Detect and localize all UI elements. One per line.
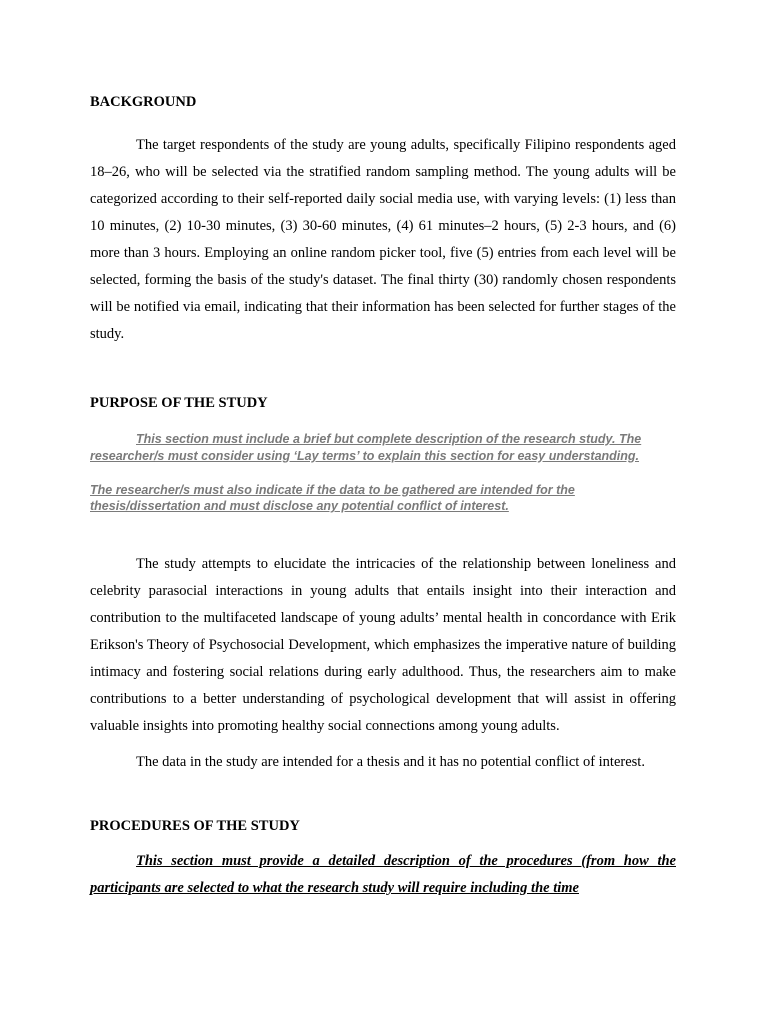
document-body — [90, 92, 676, 902]
purpose-paragraph-2: The data in the study are intended for a thesis and it has no potential conflict of interest. — [136, 754, 645, 771]
procedures-heading: PROCEDURES OF THE STUDY — [90, 818, 300, 835]
purpose-paragraph-1: The study attempts to elucidate the intricacies of the relationship between loneliness and celebrity parasocial interactions in young adults that entails insight into their interaction and contribution to the multifaceted landscape of young adults’ mental health in concordance with Erik Erikson's Theory of Psychosocial Development, which emphasizes the imperative nature of building intimacy and fostering social relations during early adulthood. Thus, the researchers aim to make contributions to a better understanding of psychological development that will assist in offering valuable insights into promoting healthy social connections among young adults. — [90, 556, 676, 735]
purpose-instruction-note-1: This section must include a brief but complete description of the research study. The researcher/s must consider using ‘Lay terms’ to explain this section for easy understanding. — [90, 432, 642, 463]
background-heading: BACKGROUND — [90, 94, 197, 110]
background-paragraph: The target respondents of the study are young adults, specifically Filipino respondents aged 18–26, who will be selected via the stratified random sampling method. The young adults will be categorized according to their self-reported daily social media use, with varying levels: (1) less than 10 minutes, (2) 10-30 minutes, (3) 30-60 minutes, (4) 61 minutes–2 hours, (5) 2-3 hours, and (6) more than 3 hours. Employing an online random picker tool, five (5) entries from each level will be selected, forming the basis of the study's dataset. The final thirty (30) randomly chosen respondents will be notified via email, indicating that their information has been selected for further stages of the study. — [90, 137, 676, 342]
purpose-heading: PURPOSE OF THE STUDY — [90, 395, 268, 411]
purpose-instruction-note-2: The researcher/s must also indicate if the data to be gathered are intended for the thesis/dissertation and must disclose any potential conflict of interest. — [90, 482, 575, 514]
procedures-instruction-note: This section must provide a detailed description of the procedures (from how the participants are selected to what the research study will require including the time — [90, 853, 676, 897]
